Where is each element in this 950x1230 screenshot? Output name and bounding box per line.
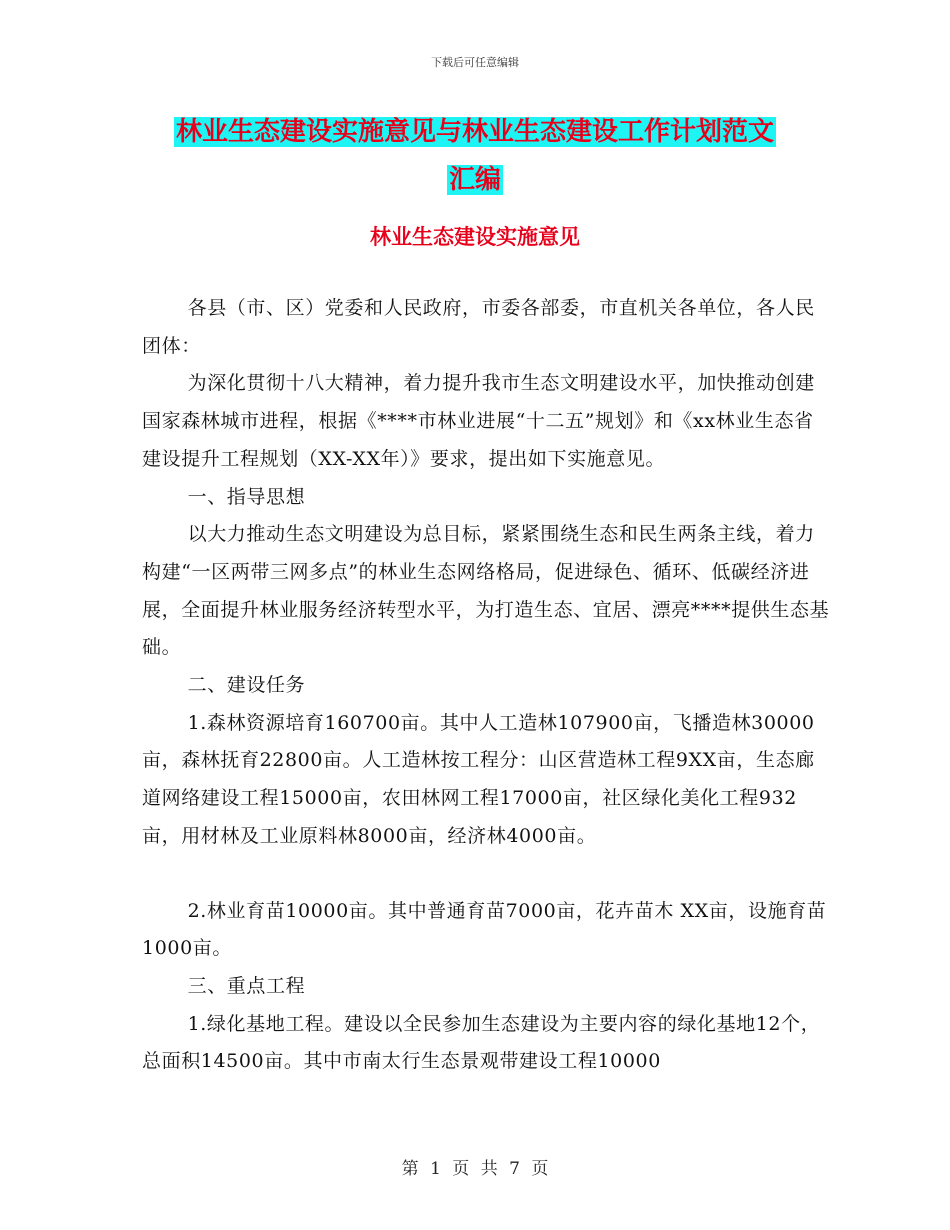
blank-line	[142, 856, 832, 893]
section-title: 林业生态建设实施意见	[370, 224, 580, 249]
paragraph-task-1: 1.森林资源培育160700亩。其中人工造林107900亩，飞播造林30000亩，森林抚育22800亩。人工造林按工程分：山区营造林工程9XX亩，生态廊道网络建设工程15000亩，农田林网工程17000亩，社区绿化美化工程932亩，用材林及工业原料林8000亩，经济林4000亩。	[142, 711, 815, 847]
title-line-2: 汇编	[448, 165, 501, 195]
paragraph-intro: 为深化贯彻十八大精神，着力提升我市生态文明建设水平，加快推动创建国家森林城市进程，根据《****市林业进展“十二五”规划》和《xx林业生态省建设提升工程规划（XX-XX年）》要求，提出如下实施意见。	[142, 372, 815, 470]
paragraph-project-1: 1.绿化基地工程。建设以全民参加生态建设为主要内容的绿化基地12个，总面积14500亩。其中市南太行生态景观带建设工程10000	[142, 1012, 821, 1073]
page-footer: 第 1 页 共 7 页	[401, 1159, 549, 1179]
title-line-1: 林业生态建设实施意见与林业生态建设工作计划范文	[175, 117, 774, 147]
document-body	[142, 290, 832, 1081]
heading-guiding-thought: 一、指导思想	[187, 485, 306, 508]
document-title	[140, 108, 810, 204]
paragraph-guiding-thought: 以大力推动生态文明建设为总目标，紧紧围绕生态和民生两条主线，着力构建“一区两带三网多点”的林业生态网络格局，促进绿色、循环、低碳经济进展，全面提升林业服务经济转型水平，为打造生态、宜居、漂亮****提供生态基础。	[142, 523, 830, 659]
heading-key-projects: 三、重点工程	[187, 974, 306, 997]
header-note: 下载后可任意编辑	[431, 56, 519, 69]
paragraph-task-2: 2.林业育苗10000亩。其中普通育苗7000亩，花卉苗木 XX亩，设施育苗1000亩。	[142, 899, 827, 960]
paragraph-addressee: 各县（市、区）党委和人民政府，市委各部委，市直机关各单位，各人民团体：	[142, 297, 815, 357]
heading-construction-tasks: 二、建设任务	[187, 674, 306, 697]
